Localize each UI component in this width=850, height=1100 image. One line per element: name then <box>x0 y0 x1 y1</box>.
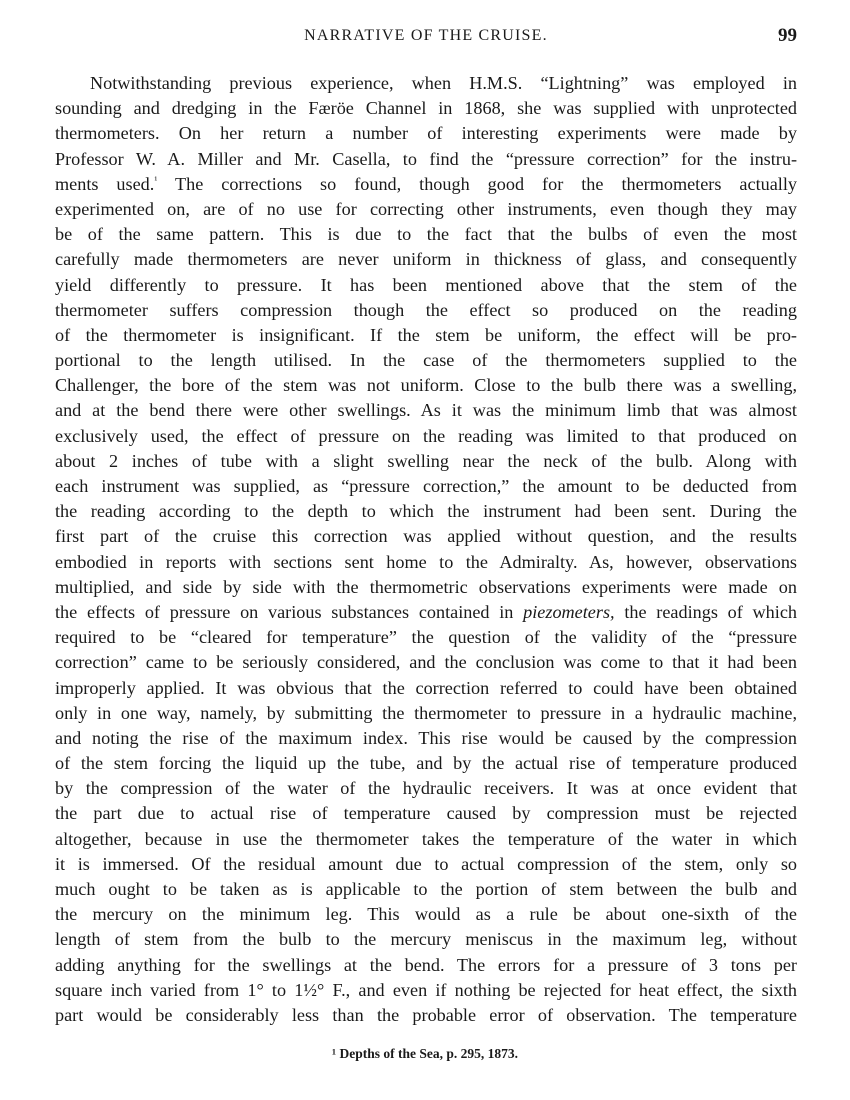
text-line: thermometer suffers compression though the effect so produced on the reading <box>55 299 797 320</box>
text-line: portional to the length utilised. In the case of the thermometers supplied to the <box>55 350 797 371</box>
text-line: much ought to be taken as is applicable to the portion of stem between the bulb and <box>55 879 797 899</box>
text-line: thermometers. On her return a number of interesting experiments were made by <box>55 123 797 144</box>
text-line: of the stem forcing the liquid up the tube, and by the actual rise of temperature produced <box>55 753 797 774</box>
text-line: each instrument was supplied, as “pressure correction,” the amount to be deducted from <box>55 476 797 496</box>
text-segment: the effects of pressure on various substances contained in <box>55 601 524 622</box>
text-line: and at the bend there were other swellings. As it was the minimum limb that was almost <box>55 400 797 421</box>
text-line: correction” came to be seriously considered, and the conclusion was come to that it had been <box>55 652 797 673</box>
text-line: carefully made thermometers are never uniform in thickness of glass, and consequently <box>55 249 797 270</box>
text-line: only in one way, namely, by submitting the thermometer to pressure in a hydraulic machine, <box>55 702 797 723</box>
footnote-marker: ¹ <box>154 174 158 186</box>
text-segment: The corrections so found, though good for the thermometers actually <box>157 173 797 194</box>
text-line: embodied in reports with sections sent home to the Admiralty. As, however, observations <box>55 551 797 572</box>
text-line: it is immersed. Of the residual amount due to actual compression of the stem, only so <box>55 853 797 874</box>
text-line: adding anything for the swellings at the bend. The errors for a pressure of 3 tons per <box>55 954 797 975</box>
text-line: required to be “cleared for temperature” the question of the validity of the “pressure <box>55 627 797 648</box>
text-line: sounding and dredging in the Færöe Channel in 1868, she was supplied with unprotected <box>55 98 797 119</box>
text-line: Notwithstanding previous experience, when H.M.S. “Lightning” was employed in <box>90 73 797 93</box>
italic-term: piezometers, <box>523 601 615 622</box>
text-segment: ments used. <box>55 173 155 194</box>
text-line: Professor W. A. Miller and Mr. Casella, to find the “pressure correction” for the instru- <box>55 148 797 169</box>
text-line: yield differently to pressure. It has been mentioned above that the stem of the <box>55 274 797 295</box>
page-header <box>55 27 797 51</box>
text-line: multiplied, and side by side with the thermometric observations experiments were made on <box>55 576 797 597</box>
text-line: square inch varied from 1° to 1½° F., and even if nothing be rejected for heat effect, the sixth <box>55 979 797 1000</box>
text-line: part would be considerably less than the probable error of observation. The temperature <box>55 1004 797 1025</box>
text-line: first part of the cruise this correction was applied without question, and the results <box>55 526 797 547</box>
text-line: about 2 inches of tube with a slight swelling near the neck of the bulb. Along with <box>55 450 797 471</box>
text-segment: the readings of which <box>614 601 797 622</box>
text-line: the part due to actual rise of temperature caused by compression must be rejected <box>55 803 797 824</box>
text-line: and noting the rise of the maximum index. This rise would be caused by the compression <box>55 727 797 748</box>
running-head: NARRATIVE OF THE CRUISE. <box>304 27 548 44</box>
text-line: the reading according to the depth to which the instrument had been sent. During the <box>55 501 797 522</box>
text-line: length of stem from the bulb to the mercury meniscus in the maximum leg, without <box>55 929 797 950</box>
text-line <box>55 172 797 197</box>
footnote: ¹ Depths of the Sea, p. 295, 1873. <box>332 1046 518 1061</box>
text-line <box>55 600 797 625</box>
body-paragraph <box>55 71 797 1028</box>
text-line: be of the same pattern. This is due to the fact that the bulbs of even the most <box>55 224 797 245</box>
text-line: improperly applied. It was obvious that the correction referred to could have been obtained <box>55 677 797 698</box>
text-line: exclusively used, the effect of pressure on the reading was limited to that produced on <box>55 425 797 446</box>
page-number: 99 <box>778 25 797 46</box>
text-line: of the thermometer is insignificant. If the stem be uniform, the effect will be pro- <box>55 324 797 345</box>
text-line: altogether, because in use the thermometer takes the temperature of the water in which <box>55 828 797 849</box>
text-line: the mercury on the minimum leg. This would as a rule be about one-sixth of the <box>55 904 797 925</box>
text-line: experimented on, are of no use for correcting other instruments, even though they may <box>55 198 797 219</box>
text-line: Challenger, the bore of the stem was not uniform. Close to the bulb there was a swelling, <box>55 375 797 396</box>
text-line: by the compression of the water of the hydraulic receivers. It was at once evident that <box>55 778 797 799</box>
